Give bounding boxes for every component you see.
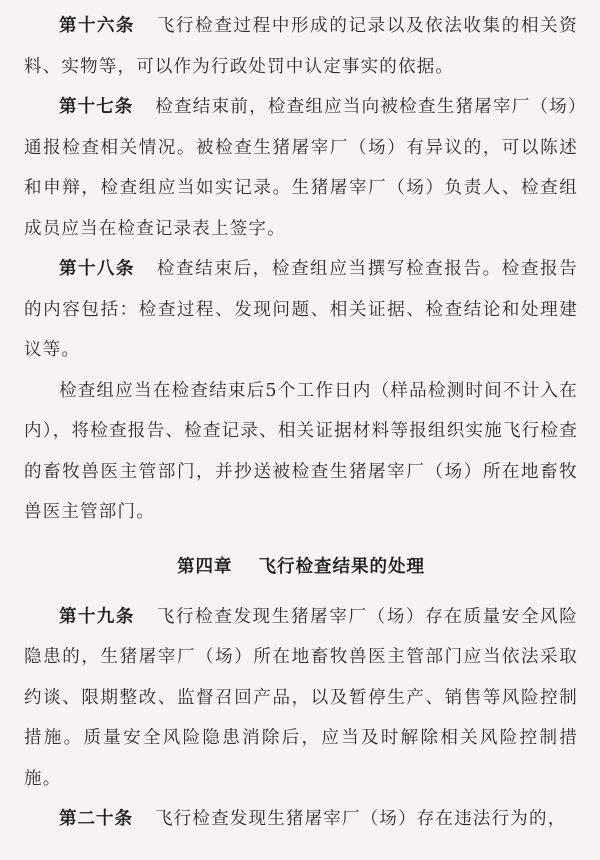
article-19-heading: 第十九条 bbox=[59, 606, 135, 627]
chapter-heading bbox=[24, 547, 578, 587]
article-18-paragraph-2: 检查组应当在检查结束后5个工作日内（样品检测时间不计入在内），将检查报告、检查记录、相关证据材料等报组织实施飞行检查的畜牧兽医主管部门，并抄送被检查生猪屠宰厂（场）所在地畜牧兽医主管部门。 bbox=[24, 380, 578, 522]
article-18-body: 检查结束后，检查组应当撰写检查报告。检查报告的内容包括：检查过程、发现问题、相关证据、检查结论和处理建议等。 bbox=[24, 259, 578, 360]
article-17-heading: 第十七条 bbox=[59, 97, 134, 117]
article-16-heading: 第十六条 bbox=[59, 16, 135, 36]
article-18-heading: 第十八条 bbox=[59, 259, 135, 279]
article-17 bbox=[24, 87, 578, 249]
article-17-body: 检查结束前，检查组应当向被检查生猪屠宰厂（场）通报检查相关情况。被检查生猪屠宰厂（场）有异议的，可以陈述和申辩，检查组应当如实记录。生猪屠宰厂（场）负责人、检查组成员应当在检查记录表上签字。 bbox=[24, 97, 579, 239]
article-20 bbox=[24, 799, 578, 840]
article-16-body: 飞行检查过程中形成的记录以及依法收集的相关资料、实物等，可以作为行政处罚中认定事实的依据。 bbox=[24, 16, 578, 77]
article-16 bbox=[24, 6, 578, 87]
article-19-body: 飞行检查发现生猪屠宰厂（场）存在质量安全风险隐患的，生猪屠宰厂（场）所在地畜牧兽医主管部门应当依法采取约谈、限期整改、监督召回产品，以及暂停生产、销售等风险控制措施。质量安全风险隐患消除后，应当及时解除相关风险控制措施。 bbox=[24, 606, 578, 789]
article-20-body: 飞行检查发现生猪屠宰厂（场）存在违法行为的， bbox=[155, 809, 567, 829]
chapter-title: 飞行检查结果的处理 bbox=[258, 556, 425, 577]
article-19 bbox=[24, 597, 578, 800]
article-20-heading: 第二十条 bbox=[59, 809, 133, 829]
chapter-number: 第四章 bbox=[177, 556, 233, 577]
article-18 bbox=[24, 249, 578, 371]
